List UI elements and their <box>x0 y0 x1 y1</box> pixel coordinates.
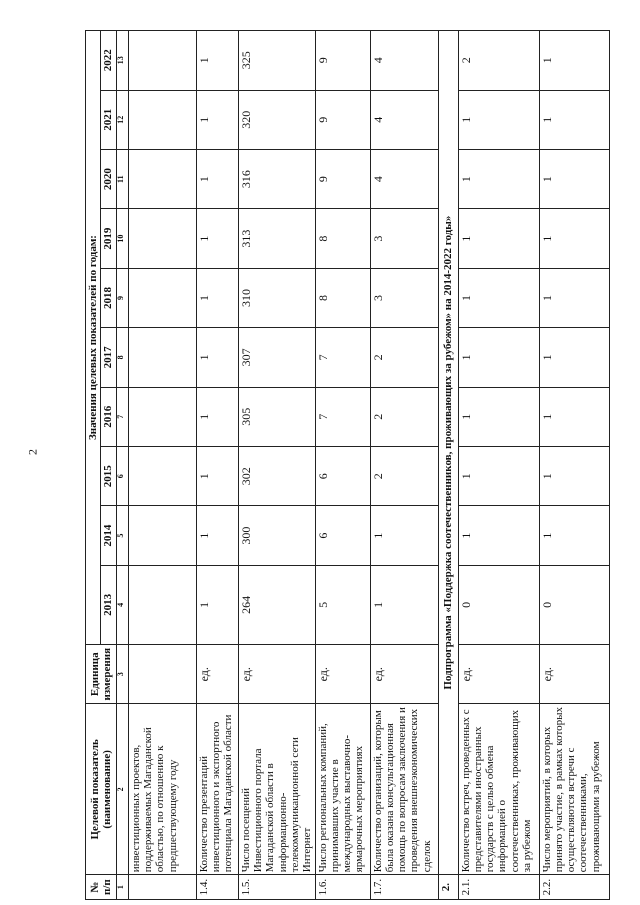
value-cell: 6 <box>315 447 370 506</box>
header-year: 2014 <box>101 506 116 565</box>
table-header <box>86 31 129 900</box>
indicator-name: Количество организаций, которым была оказана консультационная помощь по вопросам заключения и проведения внешнеэкономических сделок <box>370 704 438 875</box>
indicator-name: Число мероприятий, в которых принято участие, в рамках которых осуществляются встречи с соотечественниками, проживающими за рубежом <box>539 704 609 875</box>
value-cell: 264 <box>238 565 315 644</box>
row-number: 2.2. <box>539 875 609 900</box>
value-cell: 307 <box>238 328 315 387</box>
unit-cell: ед. <box>315 645 370 704</box>
value-cell: 305 <box>238 387 315 446</box>
value-cell: 1 <box>196 31 238 91</box>
value-cell <box>128 31 196 91</box>
header-year: 2017 <box>101 328 116 387</box>
column-number: 11 <box>116 149 128 208</box>
value-cell: 5 <box>315 565 370 644</box>
value-cell: 1 <box>370 565 438 644</box>
value-cell: 2 <box>370 447 438 506</box>
value-cell: 1 <box>458 328 539 387</box>
unit-cell <box>128 645 196 704</box>
value-cell <box>128 209 196 268</box>
table-row <box>128 31 196 900</box>
column-number: 5 <box>116 506 128 565</box>
unit-cell: ед. <box>196 645 238 704</box>
row-number: 1.5. <box>238 875 315 900</box>
value-cell: 0 <box>539 565 609 644</box>
header-year: 2015 <box>101 447 116 506</box>
value-cell: 9 <box>315 149 370 208</box>
value-cell: 313 <box>238 209 315 268</box>
header-values-group: Значения целевых показателей по годам: <box>86 31 101 645</box>
header-year: 2019 <box>101 209 116 268</box>
value-cell: 0 <box>458 565 539 644</box>
table-row <box>370 31 438 900</box>
value-cell: 1 <box>196 209 238 268</box>
column-number: 9 <box>116 268 128 327</box>
value-cell: 1 <box>196 268 238 327</box>
value-cell: 1 <box>539 209 609 268</box>
value-cell: 8 <box>315 268 370 327</box>
header-year: 2022 <box>101 31 116 91</box>
value-cell: 1 <box>539 447 609 506</box>
value-cell: 1 <box>196 447 238 506</box>
value-cell <box>128 90 196 149</box>
header-year: 2021 <box>101 90 116 149</box>
column-number: 4 <box>116 565 128 644</box>
header-year: 2018 <box>101 268 116 327</box>
value-cell: 8 <box>315 209 370 268</box>
value-cell: 1 <box>539 506 609 565</box>
column-number: 13 <box>116 31 128 91</box>
page-number: 2 <box>25 449 40 455</box>
value-cell: 2 <box>370 328 438 387</box>
value-cell: 7 <box>315 387 370 446</box>
value-cell: 9 <box>315 90 370 149</box>
value-cell: 1 <box>539 328 609 387</box>
value-cell: 1 <box>196 328 238 387</box>
value-cell <box>128 506 196 565</box>
value-cell: 300 <box>238 506 315 565</box>
indicator-name: Число региональных компаний, принимавших участие в международных выставочно-ярмарочных мероприятиях <box>315 704 370 875</box>
rotated-page-content <box>85 30 602 900</box>
header-indicator: Целевой показатель (наименование) <box>86 704 117 875</box>
value-cell: 2 <box>458 31 539 91</box>
subprogram-number: 2. <box>438 875 458 900</box>
target-indicators-table <box>85 30 610 900</box>
value-cell: 1 <box>196 565 238 644</box>
value-cell: 1 <box>539 387 609 446</box>
value-cell: 310 <box>238 268 315 327</box>
indicator-name: инвестиционных проектов, поддерживаемых Магаданской областью, по отношению к предшествующему году <box>128 704 196 875</box>
value-cell: 1 <box>196 149 238 208</box>
value-cell: 7 <box>315 328 370 387</box>
value-cell <box>128 447 196 506</box>
value-cell: 1 <box>196 90 238 149</box>
value-cell: 9 <box>315 31 370 91</box>
row-number: 1.7. <box>370 875 438 900</box>
value-cell <box>128 565 196 644</box>
row-number <box>128 875 196 900</box>
column-number: 12 <box>116 90 128 149</box>
indicator-name: Количество презентаций инвестиционного и экспортного потенциала Магаданской области <box>196 704 238 875</box>
column-number: 3 <box>116 645 128 704</box>
value-cell: 6 <box>315 506 370 565</box>
indicator-name: Число посещений Инвестиционного портала Магаданской области в информационно-телекоммуникационной сети Интернет <box>238 704 315 875</box>
value-cell: 2 <box>370 387 438 446</box>
row-number: 1.4. <box>196 875 238 900</box>
value-cell: 1 <box>458 90 539 149</box>
value-cell: 1 <box>458 149 539 208</box>
value-cell: 3 <box>370 209 438 268</box>
value-cell: 4 <box>370 149 438 208</box>
row-number: 2.1. <box>458 875 539 900</box>
value-cell <box>128 328 196 387</box>
indicator-name: Количество встреч, проведенных с представителями иностранных государств с целью обмена информацией о соотечественниках, проживающих за рубежом <box>458 704 539 875</box>
header-num: № п/п <box>86 875 117 900</box>
unit-cell: ед. <box>238 645 315 704</box>
table-body <box>128 31 609 900</box>
value-cell: 302 <box>238 447 315 506</box>
subprogram-row <box>438 31 458 900</box>
value-cell: 1 <box>370 506 438 565</box>
column-number: 8 <box>116 328 128 387</box>
value-cell: 1 <box>458 209 539 268</box>
header-year: 2020 <box>101 149 116 208</box>
column-number: 7 <box>116 387 128 446</box>
value-cell: 1 <box>196 506 238 565</box>
header-year: 2016 <box>101 387 116 446</box>
value-cell: 1 <box>539 149 609 208</box>
value-cell: 1 <box>458 506 539 565</box>
value-cell: 3 <box>370 268 438 327</box>
unit-cell: ед. <box>370 645 438 704</box>
value-cell <box>128 149 196 208</box>
value-cell: 1 <box>539 31 609 91</box>
value-cell: 4 <box>370 90 438 149</box>
column-number: 10 <box>116 209 128 268</box>
value-cell <box>128 268 196 327</box>
unit-cell: ед. <box>539 645 609 704</box>
value-cell <box>128 387 196 446</box>
header-year: 2013 <box>101 565 116 644</box>
value-cell: 1 <box>196 387 238 446</box>
table-row <box>458 31 539 900</box>
row-number: 1.6. <box>315 875 370 900</box>
table-row <box>196 31 238 900</box>
value-cell: 316 <box>238 149 315 208</box>
value-cell: 1 <box>458 268 539 327</box>
value-cell: 320 <box>238 90 315 149</box>
value-cell: 1 <box>458 387 539 446</box>
value-cell: 4 <box>370 31 438 91</box>
column-number: 6 <box>116 447 128 506</box>
value-cell: 1 <box>539 268 609 327</box>
column-number: 2 <box>116 704 128 875</box>
header-unit: Единица измерения <box>86 645 117 704</box>
value-cell: 325 <box>238 31 315 91</box>
table-row <box>315 31 370 900</box>
table-row <box>539 31 609 900</box>
unit-cell: ед. <box>458 645 539 704</box>
value-cell: 1 <box>539 90 609 149</box>
table-row <box>238 31 315 900</box>
value-cell: 1 <box>458 447 539 506</box>
column-number: 1 <box>116 875 128 900</box>
subprogram-title: Подпрограмма «Поддержка соотечественников, проживающих за рубежом» на 2014-2022 годы» <box>438 31 458 875</box>
